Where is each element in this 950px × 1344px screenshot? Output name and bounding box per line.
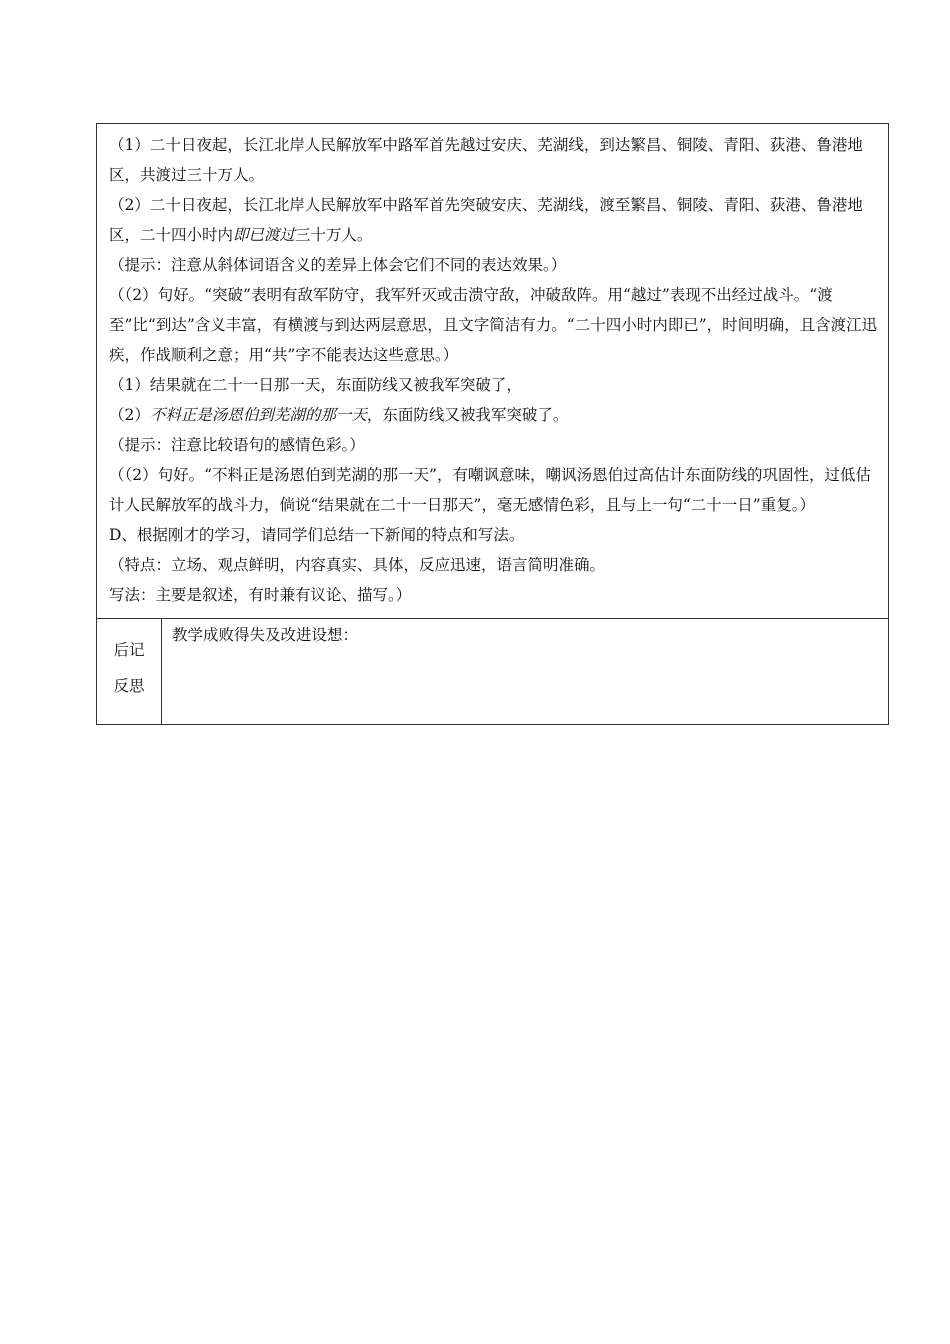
paragraph-hint-1: （提示：注意从斜体词语含义的差异上体会它们不同的表达效果。） bbox=[109, 256, 567, 274]
example-4-text-a: （2） bbox=[109, 406, 150, 424]
paragraph-example-1: （1）二十日夜起，长江北岸人民解放军中路军首先越过安庆、芜湖线，到达繁昌、铜陵、青阳、荻港、鲁港地区，共渡过三十万人。 bbox=[109, 136, 863, 184]
reflection-row bbox=[97, 619, 888, 724]
reflection-content: 教学成败得失及改进设想： bbox=[172, 626, 359, 644]
paragraph-answer-1: （（2）句好。“突破”表明有敌军防守，我军歼灭或击溃守敌，冲破敌阵。用“越过”表现不出经过战斗。“渡至”比“到达”含义丰富，有横渡与到达两层意思，且文字简洁有力。“二十四小时内即已”，时间明确，且含渡江迅疾，作战顺利之意；用“共”字不能表达这些意思。） bbox=[109, 286, 878, 364]
example-4-text-b: ，东面防线又被我军突破了。 bbox=[366, 406, 569, 424]
lesson-content-cell bbox=[97, 124, 888, 619]
paragraph-task-d: D、根据刚才的学习，请同学们总结一下新闻的特点和写法。 bbox=[109, 526, 525, 544]
paragraph-methods: 写法：主要是叙述，有时兼有议论、描写。） bbox=[109, 586, 412, 604]
paragraph-answer-2: （（2）句好。“不料正是汤恩伯到芜湖的那一天”，有嘲讽意味，嘲讽汤恩伯过高估计东面防线的巩固性，过低估计人民解放军的战斗力，倘说“结果就在二十一日那天”，毫无感情色彩，且与上一句“二十一日”重复。） bbox=[109, 466, 871, 514]
example-2-text-b: 三十万人。 bbox=[295, 226, 373, 244]
example-4-italic: 不料正是汤恩伯到芜湖的那一天 bbox=[149, 406, 367, 424]
lesson-table bbox=[96, 123, 889, 725]
example-2-italic: 即已渡过 bbox=[233, 226, 296, 244]
paragraph-features: （特点：立场、观点鲜明，内容真实、具体，反应迅速，语言简明准确。 bbox=[109, 556, 606, 574]
example-2-text-a: （2）二十日夜起，长江北岸人民解放军中路军首先突破安庆、芜湖线，渡至繁昌、铜陵、青阳、荻港、鲁港地区，二十四小时内 bbox=[109, 196, 863, 244]
paragraph-example-4 bbox=[109, 400, 878, 430]
paragraph-example-3: （1）结果就在二十一日那一天，东面防线又被我军突破了， bbox=[109, 376, 522, 394]
paragraph-example-2 bbox=[109, 190, 878, 250]
reflection-content-cell bbox=[162, 619, 888, 724]
reflection-label-line2: 反思 bbox=[113, 677, 145, 695]
reflection-label-cell bbox=[97, 619, 162, 724]
reflection-label-line1: 后记 bbox=[113, 641, 145, 659]
paragraph-hint-2: （提示：注意比较语句的感情色彩。） bbox=[109, 436, 365, 454]
